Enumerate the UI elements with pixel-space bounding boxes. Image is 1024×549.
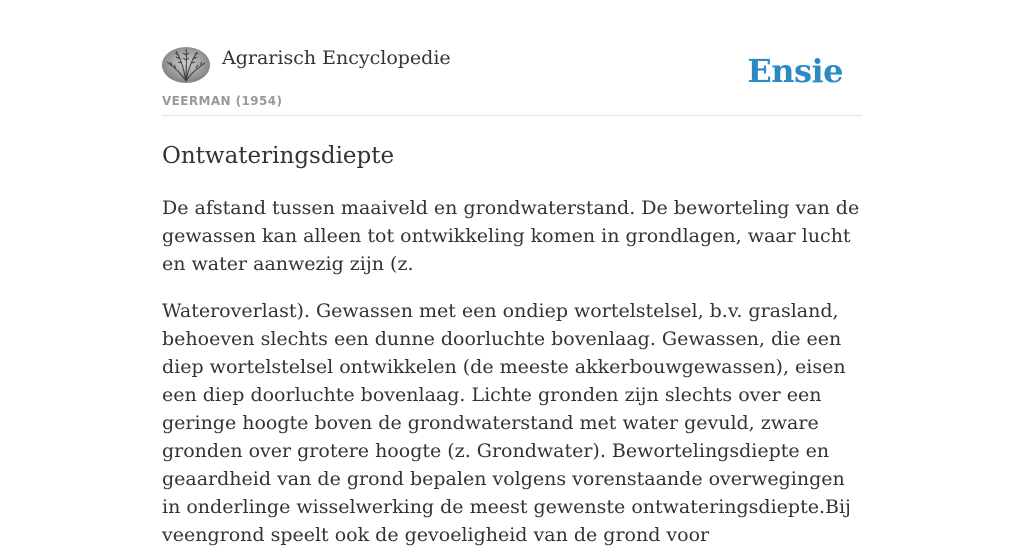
site-header xyxy=(162,46,862,116)
site-title[interactable]: Agrarisch Encyclopedie xyxy=(222,47,451,69)
ensie-brand-link[interactable]: Ensie xyxy=(747,52,843,90)
entry-paragraph: De afstand tussen maaiveld en grondwaterstand. De beworteling van de gewassen kan alleen tot ontwikkeling komen in grondlagen, waar lucht en water aanwezig zijn (z. xyxy=(162,197,860,275)
wheat-engraving-icon[interactable] xyxy=(162,47,210,83)
page xyxy=(162,0,862,549)
author-byline: VEERMAN (1954) xyxy=(162,94,283,108)
entry-paragraph: Wateroverlast). Gewassen met een ondiep wortelstelsel, b.v. grasland, behoeven slechts een dunne doorluchte bovenlaag. Gewassen, die een diep wortelstelsel ontwikkelen (de meeste akkerbouwgewassen), eisen een diep doorluchte bovenlaag. Lichte gronden zijn slechts over een geringe hoogte boven de grondwaterstand met water gevuld, zware gronden over grotere hoogte (z. Grondwater). Bewortelingsdiepte en geaardheid van de grond bepalen volgens vorenstaande overwegingen in onderlinge wisselwerking de meest gewenste ontwateringsdiepte.Bij veengrond speelt ook de gevoeligheid van de grond voor xyxy=(162,300,851,546)
entry-body xyxy=(162,194,862,549)
entry-title: Ontwateringsdiepte xyxy=(162,143,395,169)
